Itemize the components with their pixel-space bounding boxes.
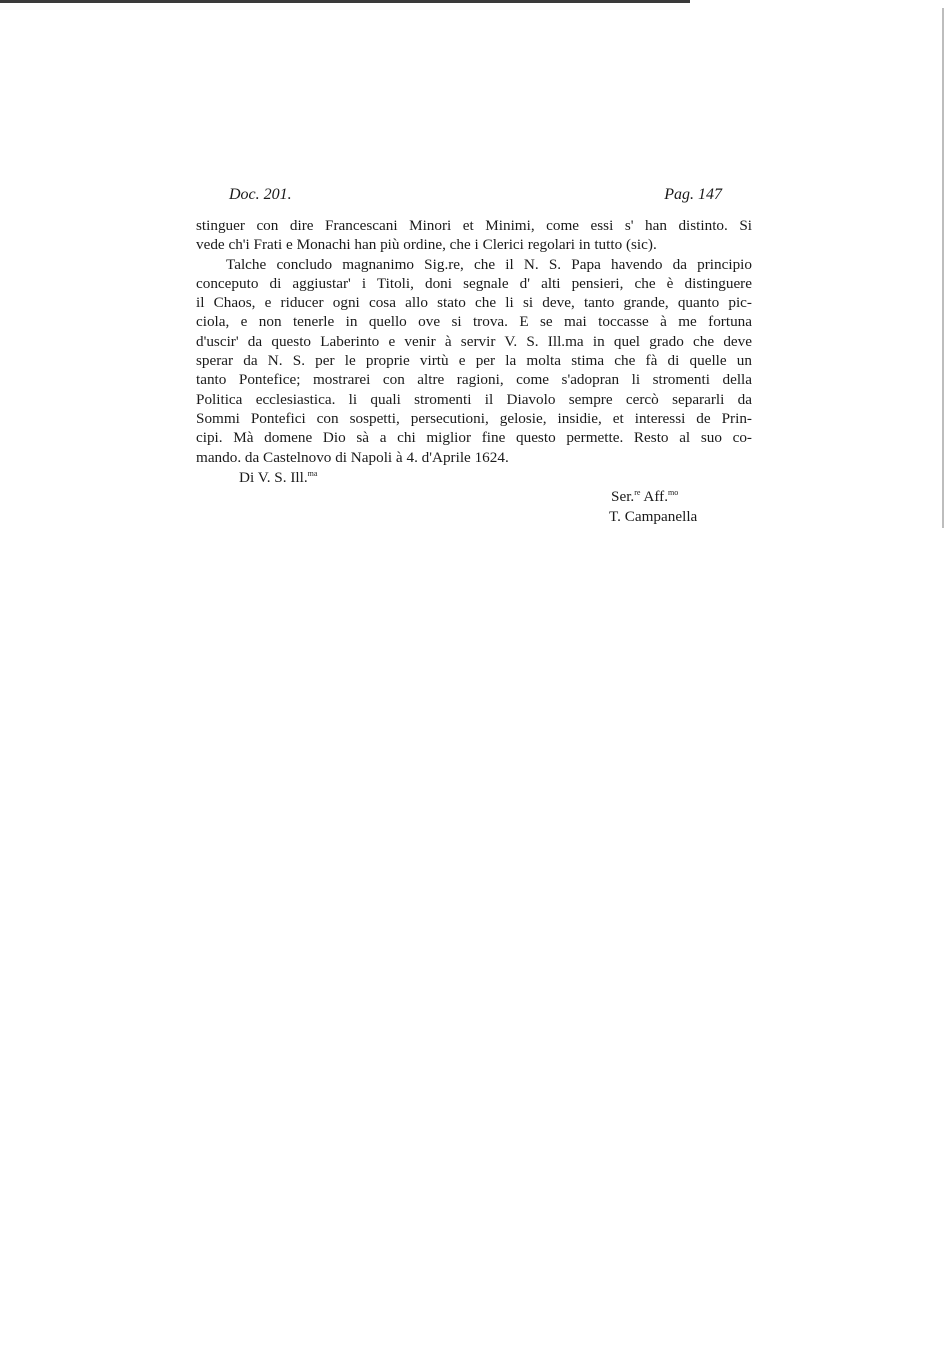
body-line: sperar da N. S. per le proprie virtù e per la molta stima che fà di quelle un bbox=[196, 352, 752, 370]
body-line: tanto Pontefice; mostrarei con altre ragioni, come s'adopran li stromenti della bbox=[196, 371, 752, 389]
body-line: stinguer con dire Francescani Minori et Minimi, come essi s' han distinto. Si bbox=[196, 217, 752, 234]
signature-name: T. Campanella bbox=[609, 508, 698, 525]
body-line: il Chaos, e riducer ogni cosa allo stato che li si deve, tanto grande, quanto pic- bbox=[196, 294, 752, 312]
scan-top-edge bbox=[0, 0, 690, 3]
scan-right-edge bbox=[942, 8, 944, 528]
body-line: conceputo di aggiustar' i Titoli, doni segnale d' alti pensieri, che è distinguere bbox=[196, 274, 752, 292]
signature-block bbox=[609, 487, 697, 527]
signature-title-part: Aff. bbox=[640, 488, 669, 505]
signature-title bbox=[609, 487, 697, 507]
body-line: d'uscir' da questo Laberinto e venir à servir V. S. Ill.ma in quel grado che deve bbox=[196, 332, 752, 350]
signature-superscript: mo bbox=[668, 488, 679, 497]
page-number: Pag. 147 bbox=[664, 186, 722, 203]
body-line: ciola, e non tenerle in quello ove si trova. E se mai toccasse à me fortuna bbox=[196, 313, 752, 331]
body-line: Talche concludo magnanimo Sig.re, che il N. S. Papa havendo da principio bbox=[226, 255, 752, 273]
running-header bbox=[229, 186, 722, 210]
closing-salutation bbox=[239, 468, 317, 487]
signature-superscript: re bbox=[634, 488, 641, 497]
body-line: vede ch'i Frati e Monachi han più ordine, che i Clerici regolari in tutto (sic). bbox=[196, 236, 657, 254]
salutation-text: Di V. S. Ill. bbox=[239, 469, 308, 486]
body-line: cipi. Mà domene Dio sà a chi miglior fine questo permette. Resto al suo co- bbox=[196, 429, 752, 447]
body-line: Politica ecclesiastica. li quali stromenti il Diavolo sempre cercò separarli da bbox=[196, 390, 752, 408]
signature-title-part: Ser. bbox=[611, 488, 635, 505]
body-line: mando. da Castelnovo di Napoli à 4. d'Aprile 1624. bbox=[196, 448, 509, 466]
document-number: Doc. 201. bbox=[229, 186, 292, 203]
body-line: Sommi Pontefici con sospetti, persecutioni, gelosie, insidie, et interessi de Prin- bbox=[196, 409, 752, 427]
salutation-superscript: ma bbox=[307, 469, 318, 478]
letter-body bbox=[196, 216, 752, 467]
